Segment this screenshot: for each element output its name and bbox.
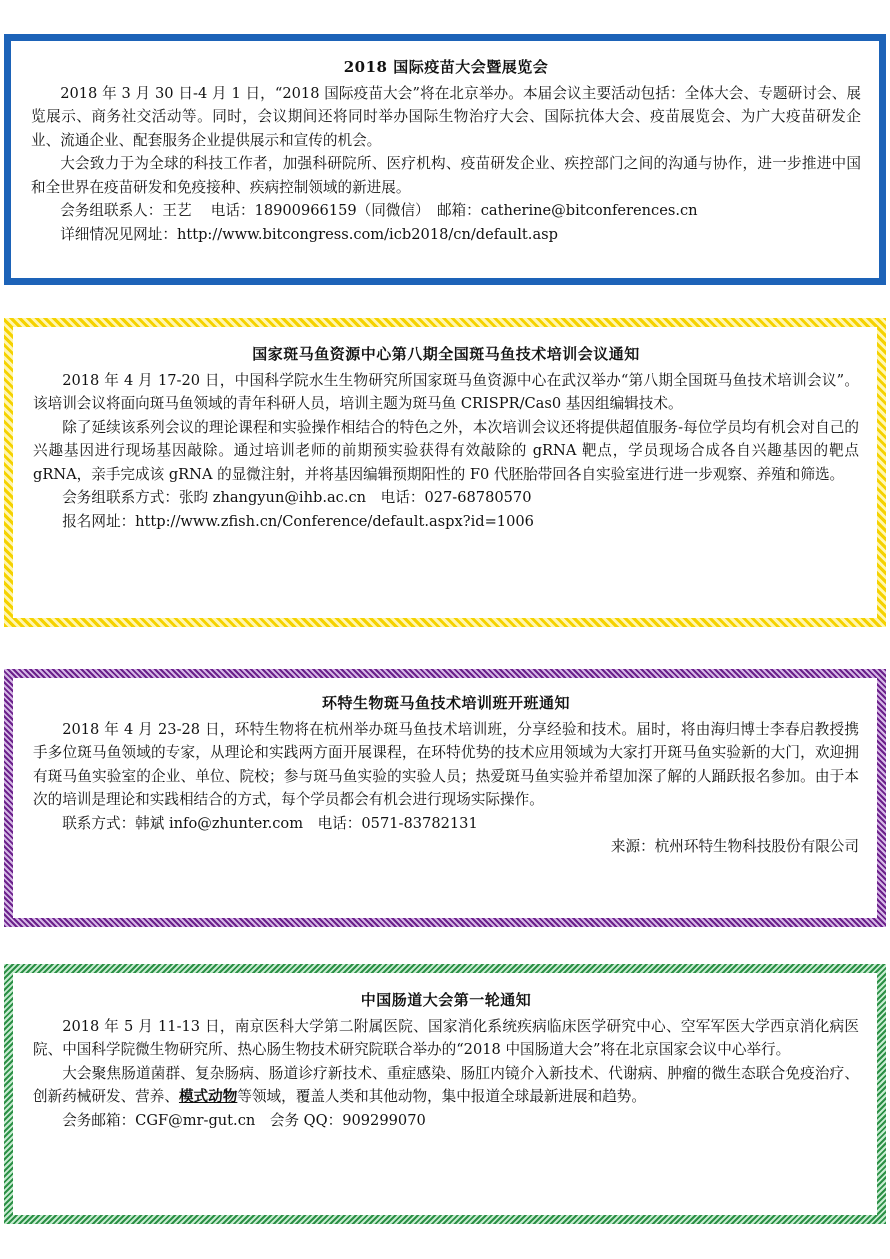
- paragraph-text: 大会聚焦肠道菌群、复杂肠病、肠道诊疗新技术、重症感染、肠肛内镜介入新技术、代谢病、肿瘤的微生态联合免疫治疗、创新药械研发、营养、: [33, 1064, 859, 1105]
- model-animal-link[interactable]: 模式动物: [178, 1088, 238, 1105]
- notice-paragraph: 2018 年 5 月 11-13 日，南京医科大学第二附属医院、国家消化系统疾病临床医学研究中心、空军军医大学西京消化病医院、中国科学院微生物研究所、热心肠生物技术研究院联合举办的“2018 中国肠道大会”将在北京国家会议中心举行。: [33, 1017, 859, 1058]
- notice-zebrafish-resource-center: [4, 318, 886, 627]
- notice-title: 中国肠道大会第一轮通知: [360, 991, 532, 1009]
- contact-line: 联系方式：韩斌 info@zhunter.com 电话：0571-83782131: [62, 814, 478, 832]
- notice-paragraph: 除了延续该系列会议的理论课程和实验操作相结合的特色之外，本次培训会议还将提供超值服务-每位学员均有机会对自己的兴趣基因进行现场基因敲除。通过培训老师的前期预实验获得有效敲除的 gRNA 靶点，学员现场合成各自兴趣基因的靶点 gRNA，亲手完成该 gRNA 的显微注射，并将基因编辑预期阳性的 F0 代胚胎带回各自实验室进行进一步观察、养殖和筛选。: [33, 418, 859, 483]
- notice-paragraph: 2018 年 4 月 23-28 日，环特生物将在杭州举办斑马鱼技术培训班，分享经验和技术。届时，将由海归博士李春启教授携手多位斑马鱼领域的专家，从理论和实践两方面开展课程，在环特优势的技术应用领域为大家打开斑马鱼实验新的大门，欢迎拥有斑马鱼实验室的企业、单位、院校；参与斑马鱼实验的实验人员；热爱斑马鱼实验并希望加深了解的人踊跃报名参加。由于本次的培训是理论和实践相结合的方式，每个学员都会有机会进行现场实际操作。: [33, 720, 859, 808]
- notice-paragraph: 2018 年 4 月 17-20 日，中国科学院水生生物研究所国家斑马鱼资源中心在武汉举办“第八期全国斑马鱼技术培训会议”。该培训会议将面向斑马鱼领域的青年科研人员，培训主题为斑马鱼 CRISPR/Cas0 基因组编辑技术。: [33, 371, 859, 412]
- notice-title: 国家斑马鱼资源中心第八期全国斑马鱼技术培训会议通知: [252, 345, 640, 363]
- notice-paragraph: 2018 年 3 月 30 日-4 月 1 日，“2018 国际疫苗大会”将在北京举办。本届会议主要活动包括：全体大会、专题研讨会、展览展示、商务社交活动等。同时，会议期间还将同时举办国际生物治疗大会、国际抗体大会、疫苗展览会、为广大疫苗研发企业、流通企业、配套服务企业提供展示和宣传的机会。: [31, 84, 861, 149]
- paragraph-text: 等领域，覆盖人类和其他动物，集中报道全球最新进展和趋势。: [237, 1088, 646, 1105]
- notice-paragraph: 大会致力于为全球的科技工作者，加强科研院所、医疗机构、疫苗研发企业、疾控部门之间的沟通与协作，进一步推进中国和全世界在疫苗研发和免疫接种、疾病控制领域的新进展。: [31, 155, 861, 196]
- notice-china-gut-conference: [4, 964, 886, 1224]
- source-line: 来源：杭州环特生物科技股份有限公司: [610, 838, 859, 855]
- contact-line: 会务组联系方式：张昀 zhangyun@ihb.ac.cn 电话：027-68780570: [62, 489, 532, 506]
- notice-vaccine-congress: [4, 34, 886, 285]
- contact-line: 会务邮箱：CGF@mr-gut.cn 会务 QQ：909299070: [62, 1111, 426, 1129]
- notice-paragraph: [33, 1062, 859, 1109]
- website-line: 报名网址：http://www.zfish.cn/Conference/default.aspx?id=1006: [62, 512, 534, 530]
- notice-hunter-zebrafish-training: [4, 669, 886, 927]
- notice-title: 2018 国际疫苗大会暨展览会: [343, 58, 549, 76]
- notice-title: 环特生物斑马鱼技术培训班开班通知: [321, 694, 570, 712]
- website-line: 详细情况见网址：http://www.bitcongress.com/icb2018/cn/default.asp: [60, 225, 558, 243]
- contact-line: 会务组联系人：王艺 电话：18900966159（同微信） 邮箱：catherine@bitconferences.cn: [60, 202, 698, 219]
